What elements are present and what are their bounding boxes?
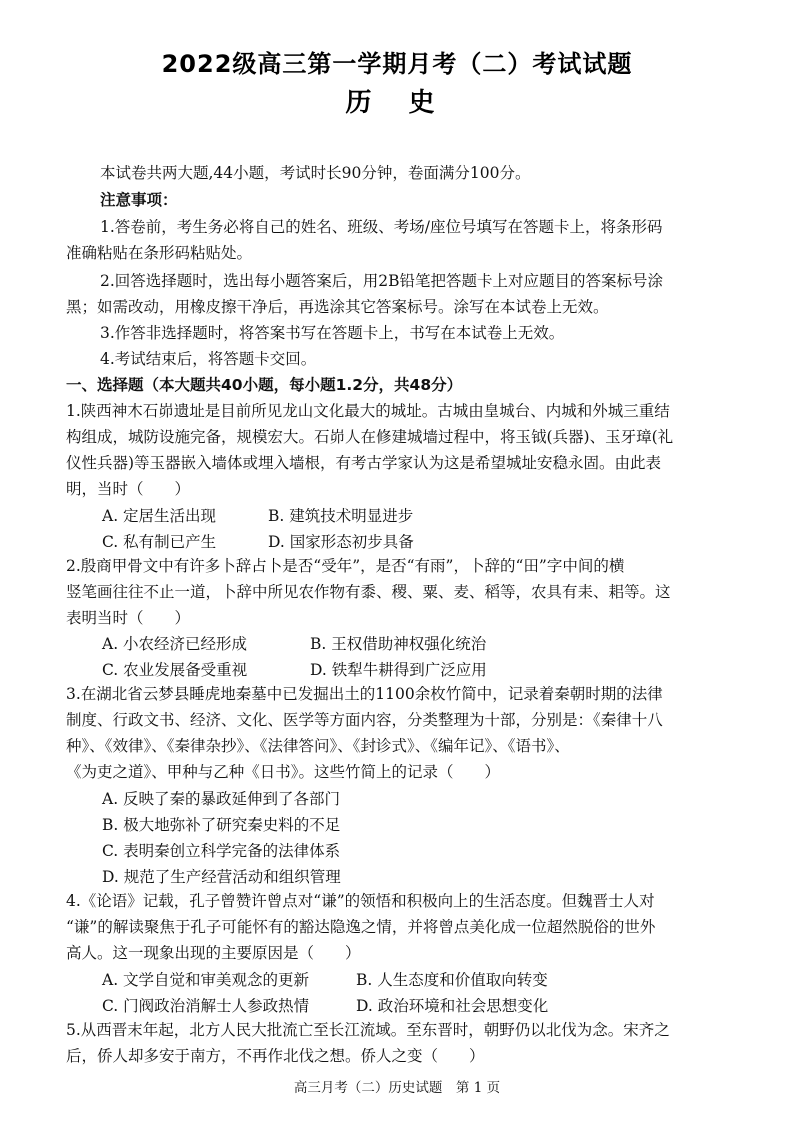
q2-option-d: D. 铁犁牛耕得到广泛应用	[310, 661, 487, 679]
q4-option-a: A. 文学自觉和审美观念的更新	[102, 971, 310, 989]
note-1-line-2: 准确粘贴在条形码粘贴处。	[66, 244, 253, 262]
q2-stem-line-2: 竖笔画往往不止一道，卜辞中所见农作物有黍、稷、粟、麦、稻等，农具有耒、耜等。这	[66, 583, 671, 601]
q2-option-a: A. 小农经济已经形成	[102, 635, 248, 653]
note-4: 4.考试结束后，将答题卡交回。	[100, 350, 317, 368]
q3-option-d: D. 规范了生产经营活动和组织管理	[102, 868, 341, 886]
q2-stem-line-1: 2.殷商甲骨文中有许多卜辞占卜是否“受年”，是否“有雨”，卜辞的“田”字中间的横	[66, 557, 625, 575]
q3-option-c: C. 表明秦创立科学完备的法律体系	[102, 842, 341, 860]
note-3: 3.作答非选择题时，将答案书写在答题卡上，书写在本试卷上无效。	[100, 324, 565, 342]
q4-stem-line-3: 高人。这一现象出现的主要原因是（ ）	[66, 944, 361, 962]
q2-stem-line-3: 表明当时（ ）	[66, 609, 191, 627]
exam-summary: 本试卷共两大题,44小题，考试时长90分钟，卷面满分100分。	[100, 164, 531, 182]
exam-title: 2022级高三第一学期月考（二）考试试题	[161, 50, 633, 78]
section-heading: 一、选择题（本大题共40小题，每小题1.2分，共48分）	[66, 376, 463, 394]
q1-stem-line-1: 1.陕西神木石峁遗址是目前所见龙山文化最大的城址。古城由皇城台、内城和外城三重结	[66, 402, 670, 420]
q1-stem-line-2: 构组成，城防设施完备，规模宏大。石峁人在修建城墙过程中，将玉钺(兵器)、玉牙璋(礼	[66, 428, 674, 446]
q2-option-b: B. 王权借助神权强化统治	[310, 635, 487, 653]
q4-option-b: B. 人生态度和价值取向转变	[356, 971, 548, 989]
q3-stem-line-1: 3.在湖北省云梦县睡虎地秦墓中已发掘出土的1100余枚竹简中，记录着秦朝时期的法律	[66, 685, 663, 703]
q1-option-b: B. 建筑技术明显进步	[268, 507, 414, 525]
q1-stem-line-3: 仪性兵器)等玉器嵌入墙体或埋入墙根，有考古学家认为这是希望城址安稳永固。由此表	[66, 454, 662, 472]
q1-stem-line-4: 明，当时（ ）	[66, 480, 191, 498]
q3-stem-line-2: 制度、行政文书、经济、文化、医学等方面内容，分类整理为十部，分别是：《秦律十八	[66, 711, 663, 729]
q4-stem-line-2: “谦”的解读聚焦于孔子可能怀有的豁达隐逸之情，并将曾点美化成一位超然脱俗的世外	[66, 918, 656, 936]
q1-option-a: A. 定居生活出现	[102, 507, 217, 525]
note-2-line-2: 黑；如需改动，用橡皮擦干净后，再选涂其它答案标号。涂写在本试卷上无效。	[66, 298, 609, 316]
notes-heading: 注意事项：	[100, 191, 178, 209]
q1-option-c: C. 私有制已产生	[102, 533, 217, 551]
q4-option-c: C. 门阀政治消解士人参政热情	[102, 997, 310, 1015]
q3-stem-line-4: 《为吏之道》、甲种与乙种《日书》。这些竹简上的记录（ ）	[66, 763, 501, 781]
q5-stem-line-2: 后，侨人却多安于南方，不再作北伐之想。侨人之变（ ）	[66, 1047, 485, 1065]
q4-stem-line-1: 4.《论语》记载，孔子曾赞许曾点对“谦”的领悟和积极向上的生活态度。但魏晋士人对	[66, 892, 655, 910]
q5-stem-line-1: 5.从西晋末年起，北方人民大批流亡至长江流域。至东晋时，朝野仍以北伐为念。宋齐之	[66, 1021, 670, 1039]
q3-option-b: B. 极大地弥补了研究秦史料的不足	[102, 816, 341, 834]
page-footer: 高三月考（二）历史试题 第 1 页	[293, 1080, 501, 1096]
q1-option-d: D. 国家形态初步具备	[268, 533, 414, 551]
q3-stem-line-3: 种》、《效律》、《秦律杂抄》、《法律答问》、《封诊式》、《编年记》、《语书》、	[66, 737, 570, 755]
q4-option-d: D. 政治环境和社会思想变化	[356, 997, 549, 1015]
q3-option-a: A. 反映了秦的暴政延伸到了各部门	[102, 790, 341, 808]
note-2-line-1: 2.回答选择题时，选出每小题答案后，用2B铅笔把答题卡上对应题目的答案标号涂	[100, 272, 664, 290]
q2-option-c: C. 农业发展备受重视	[102, 661, 248, 679]
note-1-line-1: 1.答卷前，考生务必将自己的姓名、班级、考场/座位号填写在答题卡上，将条形码	[100, 218, 663, 236]
subject-title: 历 史	[345, 88, 449, 118]
